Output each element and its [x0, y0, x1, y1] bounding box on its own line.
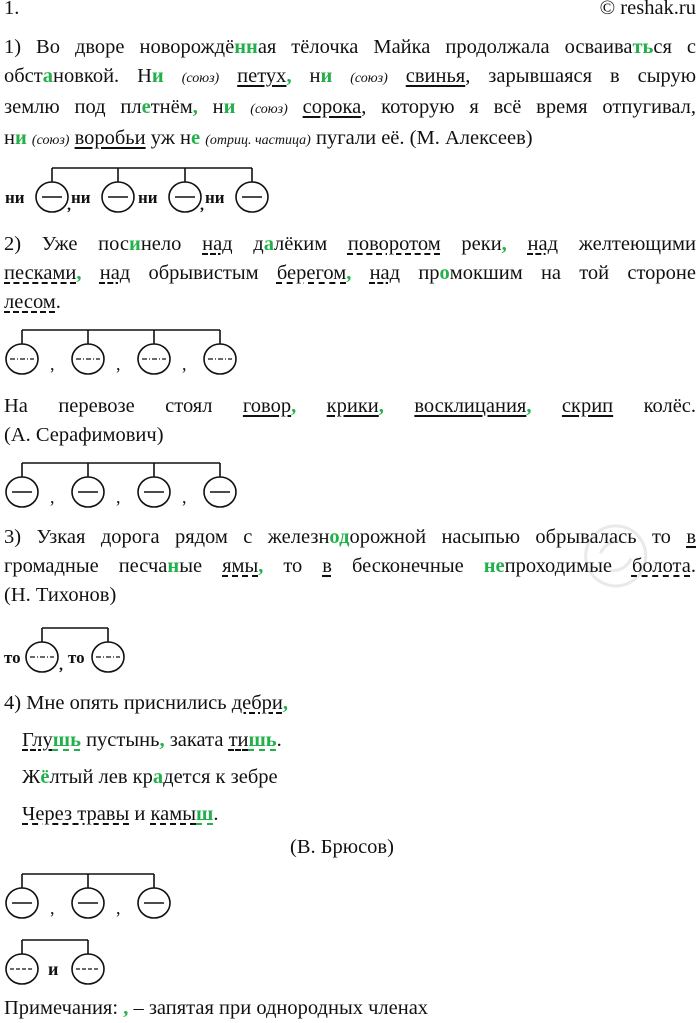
task1-line2: обстановкой. Ни (союз) петух, ни (союз) свинья, зарывшаяся в сырую: [4, 65, 697, 87]
svg-text:,: ,: [200, 197, 204, 214]
scheme-conj-2: ни: [71, 188, 91, 207]
task4-scheme-1: [0, 868, 200, 928]
task4-author: (В. Брюсов): [290, 836, 394, 858]
scheme-to-1: то: [4, 648, 21, 667]
task1-line3: землю под плетнём, ни (союз) сорока, которую я всё время отпугивал,: [4, 96, 696, 118]
scheme-conj-i: и: [48, 959, 59, 979]
svg-text:,: ,: [50, 487, 55, 507]
task4-line3: Жёлтый лев крадется к зебре: [22, 766, 278, 788]
scheme-conj-4: ни: [205, 188, 225, 207]
svg-text:,: ,: [116, 487, 121, 507]
task2-scheme-1: [0, 324, 260, 384]
task4-scheme-2: [0, 932, 140, 992]
task1-line1: 1) Во дворе новорождённая тёлочка Майка продолжала осваиваться с: [4, 36, 697, 58]
task2-line1: 2) Уже посинело над далёким поворотом реки, над желтеющими: [4, 233, 696, 255]
task3-line3: (Н. Тихонов): [4, 584, 117, 606]
scheme-conj-3: ни: [138, 188, 158, 207]
task2-line5: (А. Серафимович): [4, 424, 164, 446]
task2-text: [4, 230, 696, 317]
svg-text:,: ,: [67, 197, 71, 214]
svg-text:,: ,: [50, 354, 55, 374]
task1-scheme: [0, 160, 300, 220]
task4-line1: 4) Мне опять приснились дебри,: [4, 692, 289, 714]
exercise-number: 1.: [4, 0, 20, 19]
source-label: © reshak.ru: [599, 0, 696, 19]
svg-text:,: ,: [59, 657, 63, 674]
task3-line2: громадные песчаные ямы, то в бесконечные непроходимые болота.: [4, 555, 696, 577]
svg-text:,: ,: [116, 898, 121, 918]
scheme-to-2: то: [68, 648, 85, 667]
footnote: Примечания: , – запятая при однородных членах: [4, 997, 429, 1019]
task2-scheme-2: [0, 457, 260, 517]
task2-line3: лесом.: [4, 291, 61, 313]
svg-text:,: ,: [182, 487, 187, 507]
task3-scheme: [0, 620, 160, 680]
svg-text:,: ,: [116, 354, 121, 374]
task4-line4: Через травы и камыш.: [22, 803, 219, 825]
svg-text:,: ,: [182, 354, 187, 374]
task3-line1: 3) Узкая дорога рядом с железнодорожной насыпью обрывалась то в: [4, 526, 697, 548]
task1-text: [4, 33, 696, 155]
watermark-logo: [500, 470, 700, 630]
task4-line2: Глушь пустынь, заката тишь.: [22, 729, 282, 751]
task2-text-b: [4, 392, 696, 450]
task1-line4: ни (союз) воробьи уж не (отриц. частица) пугали её. (М. Алексеев): [4, 127, 533, 149]
svg-text:,: ,: [50, 898, 55, 918]
task2-line2: песками, над обрывистым берегом, над промокшим на той стороне: [4, 262, 696, 284]
task2-line4: На перевозе стоял говор, крики, восклицания, скрип колёс.: [4, 395, 697, 417]
scheme-conj-1: ни: [5, 188, 25, 207]
